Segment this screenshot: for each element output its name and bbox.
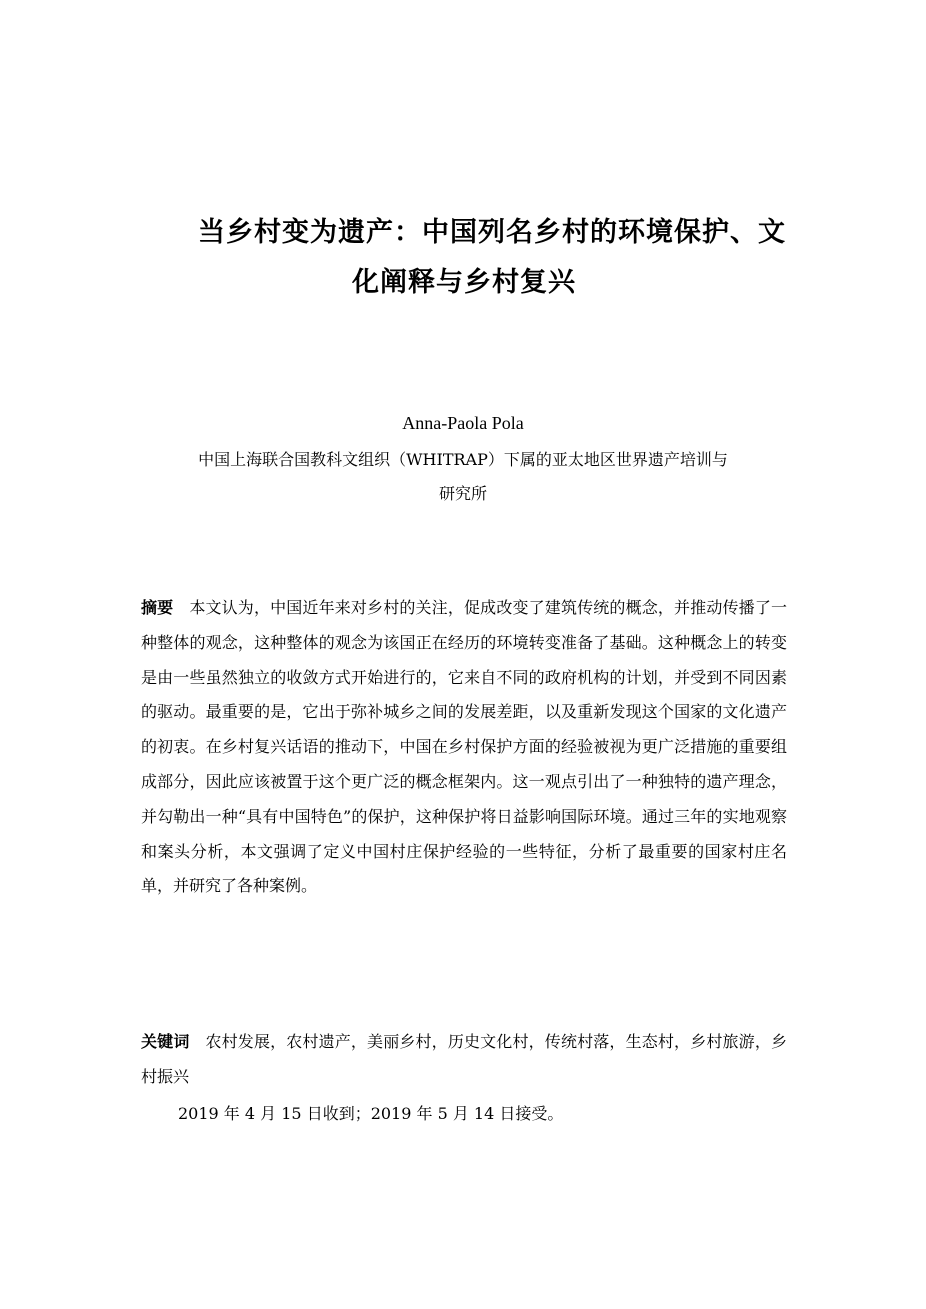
- abstract-paragraph: [141, 591, 787, 904]
- paper-title-line-1: 当乡村变为遗产：中国列名乡村的环境保护、文: [198, 217, 786, 248]
- keywords-text: 农村发展，农村遗产，美丽乡村，历史文化村，传统村落，生态村，乡村旅游，乡村振兴: [141, 1032, 787, 1086]
- abstract-label: 摘要: [141, 598, 174, 617]
- affiliation-line-1: 中国上海联合国教科文组织（WHITRAP）下属的亚太地区世界遗产培训与: [198, 450, 728, 469]
- author-name: Anna-Paola Pola: [402, 413, 524, 433]
- abstract-text: 本文认为，中国近年来对乡村的关注，促成改变了建筑传统的概念，并推动传播了一种整体的观念，这种整体的观念为该国正在经历的环境转变准备了基础。这种概念上的转变是由一些虽然独立的收敛方式开始进行的，它来自不同的政府机构的计划，并受到不同因素的驱动。最重要的是，它出于弥补城乡之间的发展差距，以及重新发现这个国家的文化遗产的初衷。在乡村复兴话语的推动下，中国在乡村保护方面的经验被视为更广泛措施的重要组成部分，因此应该被置于这个更广泛的概念框架内。这一观点引出了一种独特的遗产理念，并勾勒出一种“具有中国特色”的保护，这种保护将日益影响国际环境。通过三年的实地观察和案头分析，本文强调了定义中国村庄保护经验的一些特征，分析了最重要的国家村庄名单，并研究了各种案例。: [141, 598, 787, 896]
- paper-title-line-2: 化阐释与乡村复兴: [352, 267, 576, 298]
- keywords-label: 关键词: [141, 1032, 190, 1051]
- received-date: 2019 年 4 月 15 日收到；2019 年 5 月 14 日接受。: [178, 1104, 564, 1123]
- affiliation-line-2: 研究所: [438, 484, 487, 503]
- keywords-paragraph: [141, 1025, 787, 1095]
